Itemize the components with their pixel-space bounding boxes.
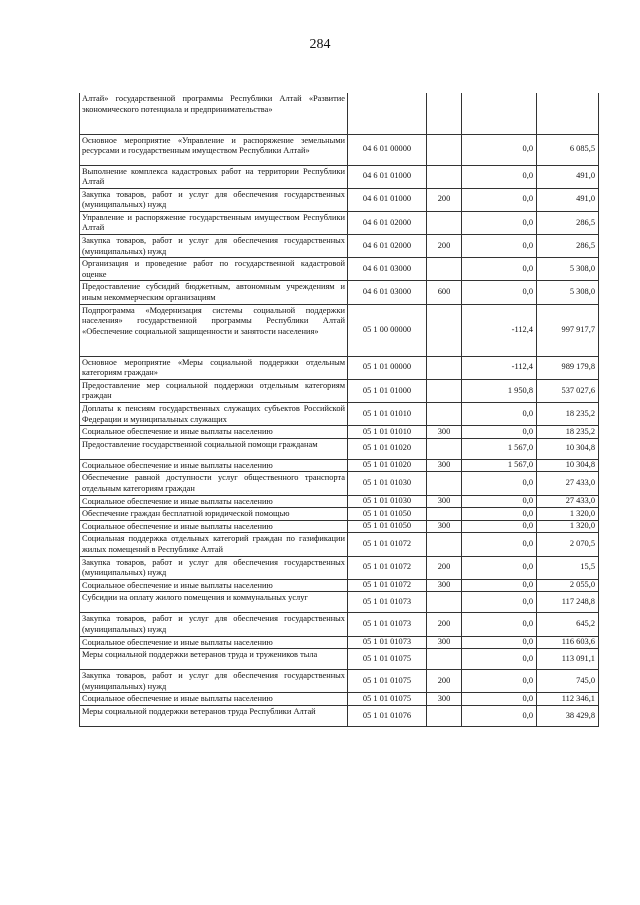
table-row bbox=[80, 93, 599, 134]
row-code-cell: 05 1 01 01010 bbox=[348, 426, 427, 439]
row-total-cell: 18 235,2 bbox=[537, 403, 599, 426]
row-change-cell: 0,0 bbox=[462, 235, 537, 258]
row-expense-type-cell bbox=[427, 211, 462, 234]
row-name-cell: Организация и проведение работ по государственной кадастровой оценке bbox=[80, 258, 348, 281]
row-change-cell: 0,0 bbox=[462, 495, 537, 508]
row-expense-type-cell: 200 bbox=[427, 670, 462, 693]
row-code-cell: 05 1 01 01072 bbox=[348, 556, 427, 579]
row-code-cell: 05 1 01 01010 bbox=[348, 403, 427, 426]
row-total-cell: 10 304,8 bbox=[537, 438, 599, 459]
table-row bbox=[80, 134, 599, 165]
row-code-cell: 05 1 01 01073 bbox=[348, 613, 427, 636]
row-total-cell: 113 091,1 bbox=[537, 649, 599, 670]
row-name-cell: Закупка товаров, работ и услуг для обеспечения государственных (муниципальных) нужд bbox=[80, 613, 348, 636]
row-total-cell: 117 248,8 bbox=[537, 592, 599, 613]
row-expense-type-cell: 300 bbox=[427, 459, 462, 472]
row-expense-type-cell bbox=[427, 356, 462, 379]
row-total-cell: 112 346,1 bbox=[537, 693, 599, 706]
row-total-cell: 997 917,7 bbox=[537, 304, 599, 356]
row-name-cell: Основное мероприятие «Меры социальной поддержки отдельным категориям граждан» bbox=[80, 356, 348, 379]
row-total-cell: 1 320,0 bbox=[537, 520, 599, 533]
row-change-cell: 0,0 bbox=[462, 472, 537, 495]
row-total-cell: 645,2 bbox=[537, 613, 599, 636]
table-row bbox=[80, 636, 599, 649]
row-code-cell: 05 1 01 01073 bbox=[348, 592, 427, 613]
table-row bbox=[80, 556, 599, 579]
row-total-cell: 116 603,6 bbox=[537, 636, 599, 649]
row-expense-type-cell: 300 bbox=[427, 636, 462, 649]
row-name-cell: Меры социальной поддержки ветеранов труда Республики Алтай bbox=[80, 705, 348, 726]
row-name-cell: Алтай» государственной программы Республики Алтай «Развитие экономического потенциала и предпринимательства» bbox=[80, 93, 348, 134]
table-row bbox=[80, 438, 599, 459]
row-change-cell: 0,0 bbox=[462, 636, 537, 649]
row-total-cell bbox=[537, 93, 599, 134]
table-row bbox=[80, 379, 599, 402]
table-row bbox=[80, 670, 599, 693]
row-name-cell: Закупка товаров, работ и услуг для обеспечения государственных (муниципальных) нужд bbox=[80, 556, 348, 579]
row-expense-type-cell bbox=[427, 258, 462, 281]
row-expense-type-cell bbox=[427, 438, 462, 459]
row-expense-type-cell bbox=[427, 508, 462, 521]
row-total-cell: 745,0 bbox=[537, 670, 599, 693]
row-change-cell: 0,0 bbox=[462, 613, 537, 636]
row-name-cell: Доплаты к пенсиям государственных служащих субъектов Российской Федерации и муниципальных служащих bbox=[80, 403, 348, 426]
row-change-cell: 1 567,0 bbox=[462, 438, 537, 459]
table-row bbox=[80, 495, 599, 508]
row-code-cell: 05 1 01 01073 bbox=[348, 636, 427, 649]
row-code-cell: 05 1 01 01030 bbox=[348, 495, 427, 508]
row-change-cell: 0,0 bbox=[462, 134, 537, 165]
row-change-cell: 0,0 bbox=[462, 579, 537, 592]
row-change-cell: 0,0 bbox=[462, 592, 537, 613]
row-change-cell: 0,0 bbox=[462, 556, 537, 579]
row-change-cell: 0,0 bbox=[462, 649, 537, 670]
row-name-cell: Социальное обеспечение и иные выплаты населению bbox=[80, 579, 348, 592]
row-total-cell: 2 070,5 bbox=[537, 533, 599, 556]
table-row bbox=[80, 520, 599, 533]
row-expense-type-cell bbox=[427, 533, 462, 556]
row-code-cell: 04 6 01 00000 bbox=[348, 134, 427, 165]
row-code-cell: 05 1 01 01030 bbox=[348, 472, 427, 495]
row-code-cell: 04 6 01 03000 bbox=[348, 281, 427, 304]
row-change-cell: 1 950,8 bbox=[462, 379, 537, 402]
row-expense-type-cell: 300 bbox=[427, 426, 462, 439]
row-code-cell: 05 1 01 01076 bbox=[348, 705, 427, 726]
table-row bbox=[80, 472, 599, 495]
row-expense-type-cell bbox=[427, 165, 462, 188]
row-total-cell: 38 429,8 bbox=[537, 705, 599, 726]
row-name-cell: Социальная поддержка отдельных категорий граждан по газификации жилых помещений в Республике Алтай bbox=[80, 533, 348, 556]
row-name-cell: Субсидии на оплату жилого помещения и коммунальных услуг bbox=[80, 592, 348, 613]
row-expense-type-cell bbox=[427, 304, 462, 356]
row-name-cell: Меры социальной поддержки ветеранов труда и тружеников тыла bbox=[80, 649, 348, 670]
row-expense-type-cell: 300 bbox=[427, 520, 462, 533]
row-expense-type-cell bbox=[427, 705, 462, 726]
row-name-cell: Социальное обеспечение и иные выплаты населению bbox=[80, 520, 348, 533]
row-code-cell: 05 1 01 01075 bbox=[348, 649, 427, 670]
row-name-cell: Закупка товаров, работ и услуг для обеспечения государственных (муниципальных) нужд bbox=[80, 670, 348, 693]
row-expense-type-cell bbox=[427, 379, 462, 402]
row-code-cell: 05 1 01 01020 bbox=[348, 438, 427, 459]
row-total-cell: 286,5 bbox=[537, 211, 599, 234]
row-change-cell: 0,0 bbox=[462, 281, 537, 304]
budget-table-body bbox=[80, 93, 599, 726]
row-total-cell: 537 027,6 bbox=[537, 379, 599, 402]
row-code-cell: 05 1 01 01075 bbox=[348, 693, 427, 706]
row-name-cell: Обеспечение равной доступности услуг общественного транспорта отдельным категориям граждан bbox=[80, 472, 348, 495]
row-total-cell: 18 235,2 bbox=[537, 426, 599, 439]
row-expense-type-cell: 200 bbox=[427, 613, 462, 636]
table-row bbox=[80, 403, 599, 426]
row-name-cell: Закупка товаров, работ и услуг для обеспечения государственных (муниципальных) нужд bbox=[80, 235, 348, 258]
row-change-cell: 0,0 bbox=[462, 705, 537, 726]
row-total-cell: 1 320,0 bbox=[537, 508, 599, 521]
row-change-cell: 0,0 bbox=[462, 426, 537, 439]
table-row bbox=[80, 281, 599, 304]
table-row bbox=[80, 188, 599, 211]
row-name-cell: Выполнение комплекса кадастровых работ на территории Республики Алтай bbox=[80, 165, 348, 188]
row-expense-type-cell: 300 bbox=[427, 495, 462, 508]
table-row bbox=[80, 705, 599, 726]
row-name-cell: Основное мероприятие «Управление и распоряжение земельными ресурсами и государственным имуществом Республики Алтай» bbox=[80, 134, 348, 165]
table-row bbox=[80, 304, 599, 356]
row-code-cell: 05 1 01 01000 bbox=[348, 379, 427, 402]
row-total-cell: 15,5 bbox=[537, 556, 599, 579]
row-code-cell: 04 6 01 02000 bbox=[348, 235, 427, 258]
row-expense-type-cell: 200 bbox=[427, 556, 462, 579]
row-total-cell: 286,5 bbox=[537, 235, 599, 258]
budget-table bbox=[79, 93, 599, 727]
row-expense-type-cell: 200 bbox=[427, 188, 462, 211]
table-row bbox=[80, 649, 599, 670]
row-change-cell: 0,0 bbox=[462, 403, 537, 426]
table-row bbox=[80, 235, 599, 258]
table-row bbox=[80, 592, 599, 613]
row-total-cell: 491,0 bbox=[537, 165, 599, 188]
row-name-cell: Социальное обеспечение и иные выплаты населению bbox=[80, 636, 348, 649]
row-change-cell: 0,0 bbox=[462, 165, 537, 188]
row-total-cell: 989 179,8 bbox=[537, 356, 599, 379]
table-row bbox=[80, 258, 599, 281]
row-code-cell: 05 1 01 01020 bbox=[348, 459, 427, 472]
row-code-cell: 05 1 00 00000 bbox=[348, 304, 427, 356]
row-code-cell: 05 1 01 01072 bbox=[348, 579, 427, 592]
page-number: 284 bbox=[309, 37, 331, 52]
row-code-cell: 04 6 01 01000 bbox=[348, 188, 427, 211]
row-expense-type-cell bbox=[427, 134, 462, 165]
row-change-cell: 0,0 bbox=[462, 211, 537, 234]
row-name-cell: Закупка товаров, работ и услуг для обеспечения государственных (муниципальных) нужд bbox=[80, 188, 348, 211]
row-code-cell: 05 1 01 00000 bbox=[348, 356, 427, 379]
row-expense-type-cell: 200 bbox=[427, 235, 462, 258]
table-row bbox=[80, 508, 599, 521]
row-expense-type-cell bbox=[427, 403, 462, 426]
table-row bbox=[80, 693, 599, 706]
row-expense-type-cell: 300 bbox=[427, 579, 462, 592]
row-expense-type-cell bbox=[427, 93, 462, 134]
table-row bbox=[80, 356, 599, 379]
table-row bbox=[80, 533, 599, 556]
row-expense-type-cell bbox=[427, 592, 462, 613]
row-expense-type-cell bbox=[427, 472, 462, 495]
row-name-cell: Предоставление мер социальной поддержки отдельным категориям граждан bbox=[80, 379, 348, 402]
row-name-cell: Подпрограмма «Модернизация системы социальной поддержки населения» государственной программы Республики Алтай «Обеспечение социальной защищенности и занятости населения» bbox=[80, 304, 348, 356]
row-change-cell: 0,0 bbox=[462, 188, 537, 211]
row-total-cell: 10 304,8 bbox=[537, 459, 599, 472]
row-change-cell: 0,0 bbox=[462, 670, 537, 693]
row-expense-type-cell: 300 bbox=[427, 693, 462, 706]
row-change-cell: 0,0 bbox=[462, 508, 537, 521]
table-row bbox=[80, 165, 599, 188]
row-total-cell: 5 308,0 bbox=[537, 281, 599, 304]
row-name-cell: Предоставление субсидий бюджетным, автономным учреждениям и иным некоммерческим организациям bbox=[80, 281, 348, 304]
row-change-cell: -112,4 bbox=[462, 356, 537, 379]
row-name-cell: Социальное обеспечение и иные выплаты населению bbox=[80, 459, 348, 472]
table-row bbox=[80, 613, 599, 636]
table-row bbox=[80, 426, 599, 439]
row-code-cell: 05 1 01 01075 bbox=[348, 670, 427, 693]
row-expense-type-cell bbox=[427, 649, 462, 670]
row-name-cell: Социальное обеспечение и иные выплаты населению bbox=[80, 495, 348, 508]
row-change-cell: -112,4 bbox=[462, 304, 537, 356]
row-name-cell: Предоставление государственной социальной помощи гражданам bbox=[80, 438, 348, 459]
row-code-cell: 05 1 01 01072 bbox=[348, 533, 427, 556]
row-code-cell: 05 1 01 01050 bbox=[348, 508, 427, 521]
row-name-cell: Социальное обеспечение и иные выплаты населению bbox=[80, 426, 348, 439]
row-code-cell: 04 6 01 01000 bbox=[348, 165, 427, 188]
row-code-cell: 04 6 01 03000 bbox=[348, 258, 427, 281]
table-row bbox=[80, 459, 599, 472]
table-row bbox=[80, 211, 599, 234]
table-row bbox=[80, 579, 599, 592]
row-expense-type-cell: 600 bbox=[427, 281, 462, 304]
row-code-cell bbox=[348, 93, 427, 134]
row-change-cell: 0,0 bbox=[462, 258, 537, 281]
row-change-cell: 1 567,0 bbox=[462, 459, 537, 472]
row-code-cell: 04 6 01 02000 bbox=[348, 211, 427, 234]
row-change-cell bbox=[462, 93, 537, 134]
row-total-cell: 27 433,0 bbox=[537, 495, 599, 508]
row-total-cell: 27 433,0 bbox=[537, 472, 599, 495]
row-total-cell: 6 085,5 bbox=[537, 134, 599, 165]
row-code-cell: 05 1 01 01050 bbox=[348, 520, 427, 533]
row-total-cell: 2 055,0 bbox=[537, 579, 599, 592]
row-name-cell: Обеспечение граждан бесплатной юридической помощью bbox=[80, 508, 348, 521]
row-change-cell: 0,0 bbox=[462, 533, 537, 556]
row-change-cell: 0,0 bbox=[462, 520, 537, 533]
row-change-cell: 0,0 bbox=[462, 693, 537, 706]
row-name-cell: Социальное обеспечение и иные выплаты населению bbox=[80, 693, 348, 706]
row-name-cell: Управление и распоряжение государственным имуществом Республики Алтай bbox=[80, 211, 348, 234]
row-total-cell: 5 308,0 bbox=[537, 258, 599, 281]
row-total-cell: 491,0 bbox=[537, 188, 599, 211]
